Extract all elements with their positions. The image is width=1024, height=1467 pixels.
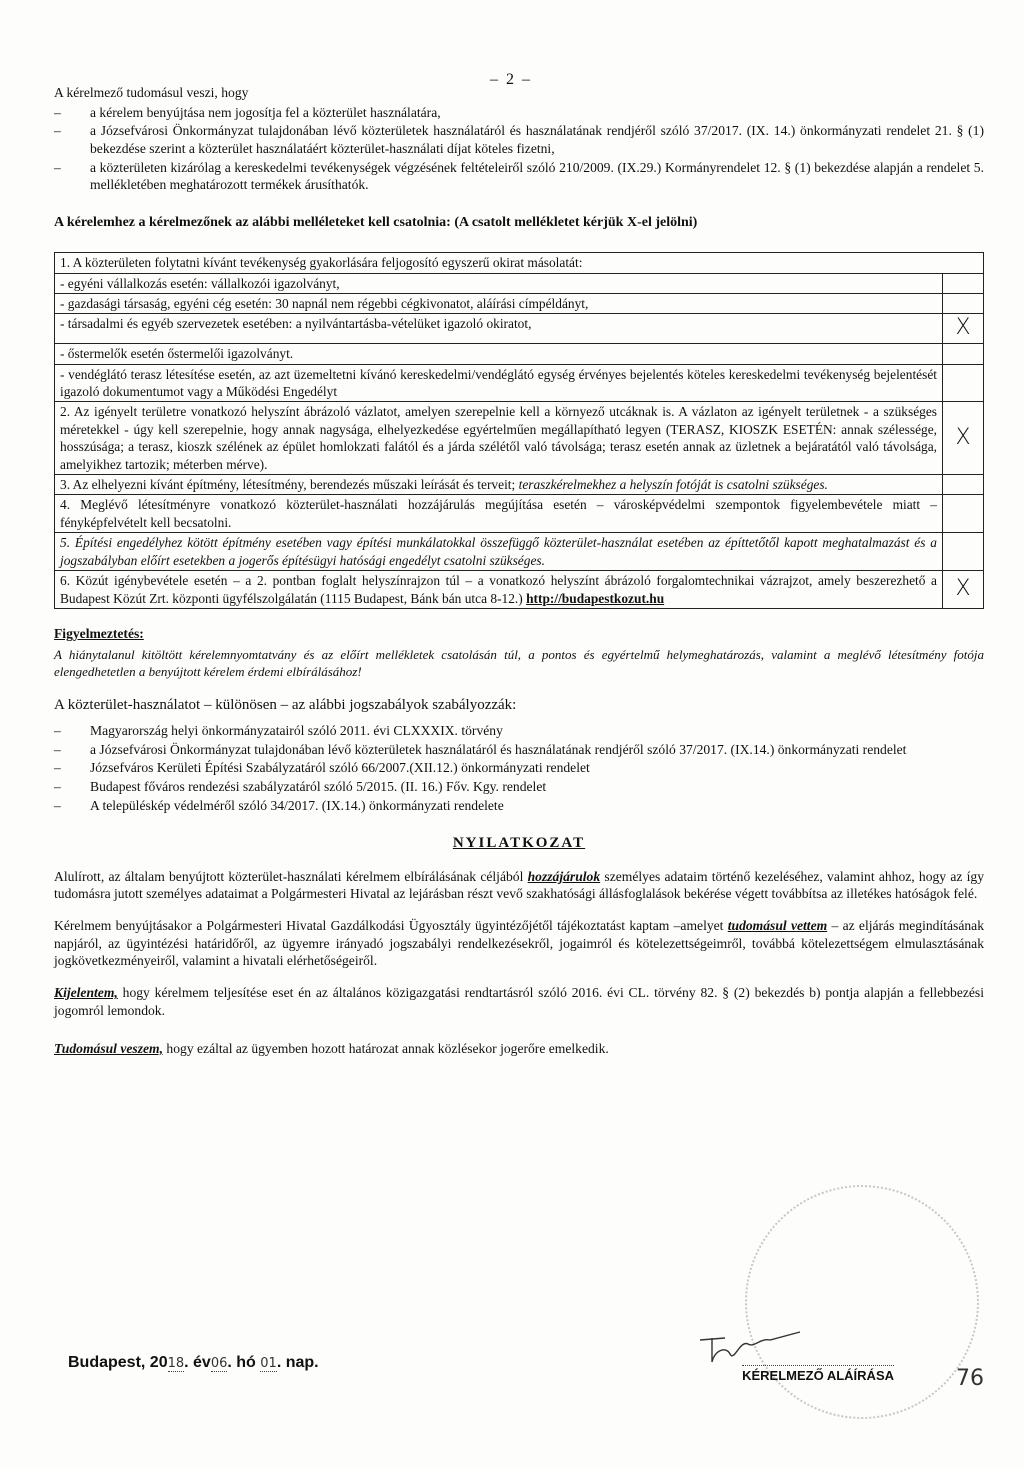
item1-row-text: - őstermelők esetén őstermelői igazolványt. bbox=[55, 344, 943, 364]
date-day[interactable]: 01 bbox=[260, 1356, 277, 1371]
official-stamp bbox=[697, 1137, 1024, 1467]
table-row bbox=[55, 294, 984, 314]
item2-text: 2. Az igényelt területre vonatkozó helyszínt ábrázoló vázlatot, amelyen szerepelnie kell a környező utcáknak is. A vázlaton az igényelt területnek - a szükséges méretekkel - úgy kell szerepelnie, hogy annak nagysága, elhelyezkedése egyértelműen megállapítható legyen (TERASZ, KIOSZK ESETÉN: annak szélessége, hosszúsága; a terasz, kioszk szélének az épület homlokzati falától és a járda szélétől való távolsága; terasz esetén annak az üzletnek a bejáratától való távolsága, amelyikhez tartozik; méterben mérve). bbox=[55, 402, 943, 475]
warning-title: Figyelmeztetés: bbox=[54, 625, 144, 641]
date-month[interactable]: 06 bbox=[210, 1356, 228, 1371]
item4-text: 4. Meglévő létesítményre vonatkozó közterület-használati hozzájárulás megújítása esetén – városképvédelmi szempontok figyelembevétele miatt – fényképfelvételt kell becsatolni. bbox=[55, 495, 943, 533]
law-item: – Józsefváros Kerületi Építési Szabályzatáról szóló 66/2007.(XII.12.) önkormányzati rendelet bbox=[54, 759, 984, 777]
signature-label: KÉRELMEZŐ ALÁÍRÁSA bbox=[742, 1365, 894, 1385]
checkbox-mark[interactable] bbox=[943, 475, 984, 495]
checkbox-mark[interactable] bbox=[943, 495, 984, 533]
checkbox-mark[interactable] bbox=[943, 294, 984, 314]
item5-text: 5. Építési engedélyhez kötött építmény esetében vagy építési munkálatokkal összefüggő közterület-használat esetében az építtetőtől kapott meghatalmazást és a jogszabályban előírt esetekben a jogerős építésügyi hatósági engedélyt csatolni szükséges. bbox=[55, 533, 943, 571]
declaration-emphasis: hozzájárulok bbox=[527, 868, 601, 884]
declaration-paragraph-1 bbox=[54, 868, 984, 903]
table-row bbox=[55, 344, 984, 364]
declaration-paragraph-2 bbox=[54, 917, 984, 970]
checkbox-mark[interactable] bbox=[943, 364, 984, 402]
table-row bbox=[55, 314, 984, 344]
day-suffix: . nap. bbox=[276, 1354, 319, 1371]
attachments-table bbox=[54, 252, 984, 609]
acknowledgement-item: – a Józsefvárosi Önkormányzat tulajdonában lévő közterületek használatáról és használatának rendjéről szóló 37/2017. (IX. 14.) önkormányzati rendelet 21. § (1) bekezdése szerint a közterület használatáért közterület-használati díjat köteles fizetni, bbox=[54, 122, 984, 157]
table-row bbox=[55, 402, 984, 475]
law-item: – Magyarország helyi önkormányzatairól szóló 2011. évi CLXXXIX. törvény bbox=[54, 722, 984, 740]
declaration-text: személyes adataim történő kezeléséhez, valamint ahhoz, hogy az így tudomásra jutott személyes adataimat a Polgármesteri Hivatal az lejárásban részt vevő szakhatósági állásfoglalások bekérése végett továbbítsa az illetékes hatóságok felé. bbox=[54, 868, 985, 902]
year-suffix: . év bbox=[184, 1354, 211, 1371]
item6-cell bbox=[55, 571, 943, 609]
item1-row-text: - társadalmi és egyéb szervezetek esetében: a nyilvántartásba-vételüket igazoló okiratot, bbox=[55, 314, 943, 344]
declaration-text: hogy ezáltal az ügyemben hozott határozat annak közlésekor jogerőre emelkedik. bbox=[166, 1040, 609, 1056]
item3-cell bbox=[55, 475, 943, 495]
signature-area bbox=[54, 1335, 984, 1395]
checkbox-mark[interactable]: X bbox=[943, 571, 984, 609]
checkbox-mark[interactable] bbox=[943, 533, 984, 571]
checkbox-mark[interactable] bbox=[943, 344, 984, 364]
table-row bbox=[55, 475, 984, 495]
table-row bbox=[55, 533, 984, 571]
checkbox-mark[interactable] bbox=[943, 273, 984, 293]
budapest-kozut-link[interactable]: http://budapestkozut.hu bbox=[526, 590, 665, 606]
item6-text: 6. Közút igénybevétele esetén – a 2. pontban foglalt helyszínrajzon túl – a vonatkozó helyszínt ábrázoló forgalomtechnikai vázrajzot, amely beszerezhető a Budapest Közút Zrt. központi ügyfélszolgálatán (1115 Budapest, Bánk bán utca 8-12.) bbox=[60, 573, 937, 606]
acknowledgement-item: – a kérelem benyújtása nem jogosítja fel a közterület használatára, bbox=[54, 104, 984, 122]
declaration-emphasis: Kijelentem, bbox=[54, 985, 118, 1001]
item1-row-text: - gazdasági társaság, egyéni cég esetén: 30 napnál nem régebbi cégkivonatot, aláírási címpéldányt, bbox=[55, 294, 943, 314]
acknowledgement-list bbox=[54, 104, 984, 194]
laws-list bbox=[54, 722, 984, 814]
warning-text: A hiánytalanul kitöltött kérelemnyomtatvány és az előírt mellékletek csatolásán túl, a pontos és egyértelmű helymeghatározás, valamint a meglévő létesítmény fotója elengedhetetlen a benyújtott kérelem érdemi elbírálásához! bbox=[54, 646, 984, 679]
date-year[interactable]: 18 bbox=[167, 1356, 185, 1371]
item1-row-text: - egyéni vállalkozás esetén: vállalkozói igazolványt, bbox=[55, 273, 943, 293]
declaration-emphasis: tudomásul vettem bbox=[727, 918, 828, 934]
declaration-paragraph-4 bbox=[54, 1040, 984, 1058]
law-item: – A településkép védelméről szóló 34/2017. (IX.14.) önkormányzati rendelete bbox=[54, 797, 984, 815]
law-item: – a Józsefvárosi Önkormányzat tulajdonában lévő közterületek használatáról és használatának rendjéről szóló 37/2017. (IX.14.) önkormányzati rendelet bbox=[54, 741, 984, 759]
month-suffix: . hó bbox=[227, 1354, 256, 1371]
item3-italic: teraszkérelmekhez a helyszín fotóját is csatolni szükséges. bbox=[518, 477, 828, 493]
table-row bbox=[55, 495, 984, 533]
document-body bbox=[54, 60, 984, 1057]
page-number: – 2 – bbox=[490, 71, 532, 88]
checkbox-mark[interactable]: X bbox=[943, 314, 984, 344]
handwritten-corner-note: 76 bbox=[956, 1366, 984, 1391]
laws-intro: A közterület-használatot – különösen – az alábbi jogszabályok szabályozzák: bbox=[54, 697, 517, 714]
law-item: – Budapest főváros rendezési szabályzatáról szóló 5/2015. (II. 16.) Főv. Kgy. rendelet bbox=[54, 778, 984, 796]
declaration-text: – az eljárás megindításának napjáról, az ügyintézési határidőről, az ügyemre irányadó jogszabályi rendelkezésekről, jogaimról és kötelezettségeimről, továbbá kötelezettségem elmulasztásának jogkövetkezményeiről, valamint a hivatali elérhetőségeiről. bbox=[54, 918, 985, 969]
acknowledgement-item: – a közterületen kizárólag a kereskedelmi tevékenységek végzésének feltételeiről szóló 210/2009. (IX.29.) Kormányrendelet 12. § (1) bekezdése alapján a rendelet 5. mellékletében meghatározott termékek árusíthatók. bbox=[54, 159, 984, 194]
declaration-paragraph-3 bbox=[54, 984, 984, 1019]
requirements-heading: A kérelemhez a kérelmezőnek az alábbi melléleteket kell csatolnia: (A csatolt mellékletet kérjük X-el jelölni) bbox=[54, 215, 698, 231]
declaration-text: Alulírott, az általam benyújtott közterület-használati kérelmem elbírálásának céljából bbox=[54, 868, 524, 884]
declaration-title: NYILATKOZAT bbox=[452, 835, 586, 852]
declaration-text: Kérelmem benyújtásakor a Polgármesteri Hivatal Gazdálkodási Ügyosztály ügyintézőjétől tájékoztatást kaptam –amelyet bbox=[54, 918, 724, 934]
intro-text: A kérelmező tudomásul veszi, hogy bbox=[54, 85, 249, 100]
item1-row-text: - vendéglátó terasz létesítése esetén, az azt üzemeltetni kívánó kereskedelmi/vendéglátó egység érvényes bejelentés köteles kereskedelmi tevékenység bejelentését igazoló dokumentumot vagy a Működési Engedélyt bbox=[55, 364, 943, 402]
table-row bbox=[55, 273, 984, 293]
table-row bbox=[55, 571, 984, 609]
declaration-emphasis: Tudomásul veszem, bbox=[54, 1040, 164, 1056]
place-label: Budapest, 20 bbox=[68, 1354, 168, 1371]
item1-title: 1. A közterületen folytatni kívánt tevékenység gyakorlására feljogosító egyszerű okirat másolatát: bbox=[55, 253, 984, 273]
item3-text: 3. Az elhelyezni kívánt építmény, létesítmény, berendezés műszaki leírását és terveit; bbox=[60, 477, 516, 493]
table-row bbox=[55, 253, 984, 273]
table-row bbox=[55, 364, 984, 402]
declaration-text: hogy kérelmem teljesítése eset én az általános közigazgatási rendtartásról szóló 2016. évi CL. törvény 82. § (2) bekezdés b) pontja alapján a fellebbezési jogomról lemondok. bbox=[54, 985, 984, 1018]
place-date bbox=[68, 1353, 319, 1374]
checkbox-mark[interactable]: X bbox=[943, 402, 984, 475]
